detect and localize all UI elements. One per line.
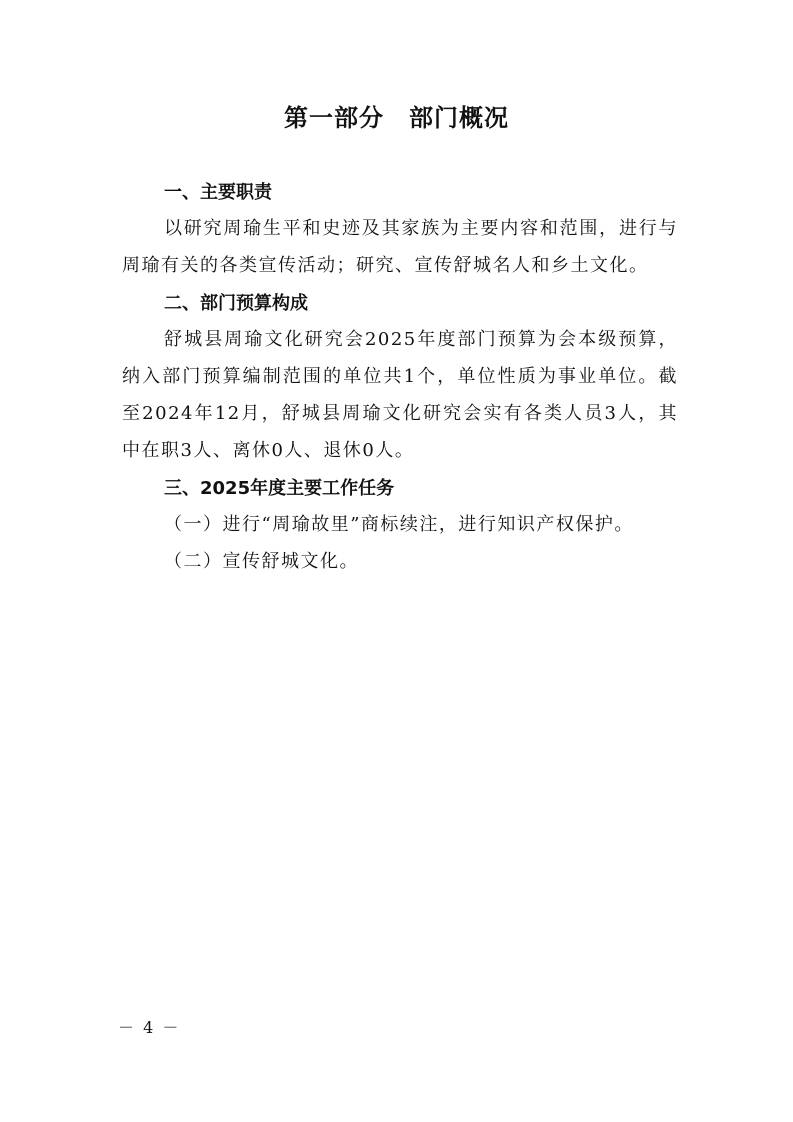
section-heading: 二、部门预算构成 — [164, 293, 308, 314]
section-paragraph: 舒城县周瑜文化研究会2025年度部门预算为会本级预算，纳入部门预算编制范围的单位共1个，单位性质为事业单位。截至2024年12月，舒城县周瑜文化研究会实有各类人员3人，其中在职3人、离休0人、退休0人。 — [122, 329, 678, 461]
task-item: （一）进行“周瑜故里”商标续注，进行知识产权保护。 — [164, 514, 634, 535]
page-title: 第一部分 部门概况 — [284, 104, 509, 132]
section-responsibilities — [122, 176, 678, 284]
document-body — [122, 176, 678, 580]
task-item: （二）宣传舒城文化。 — [164, 551, 359, 572]
section-heading: 三、2025年度主要工作任务 — [164, 478, 395, 499]
page-number: － 4 － — [118, 1018, 181, 1037]
section-paragraph: 以研究周瑜生平和史迹及其家族为主要内容和范围，进行与周瑜有关的各类宣传活动；研究、宣传舒城名人和乡土文化。 — [122, 218, 678, 276]
section-main-tasks — [122, 472, 678, 580]
section-budget-composition — [122, 287, 678, 469]
section-heading: 一、主要职责 — [164, 182, 272, 203]
